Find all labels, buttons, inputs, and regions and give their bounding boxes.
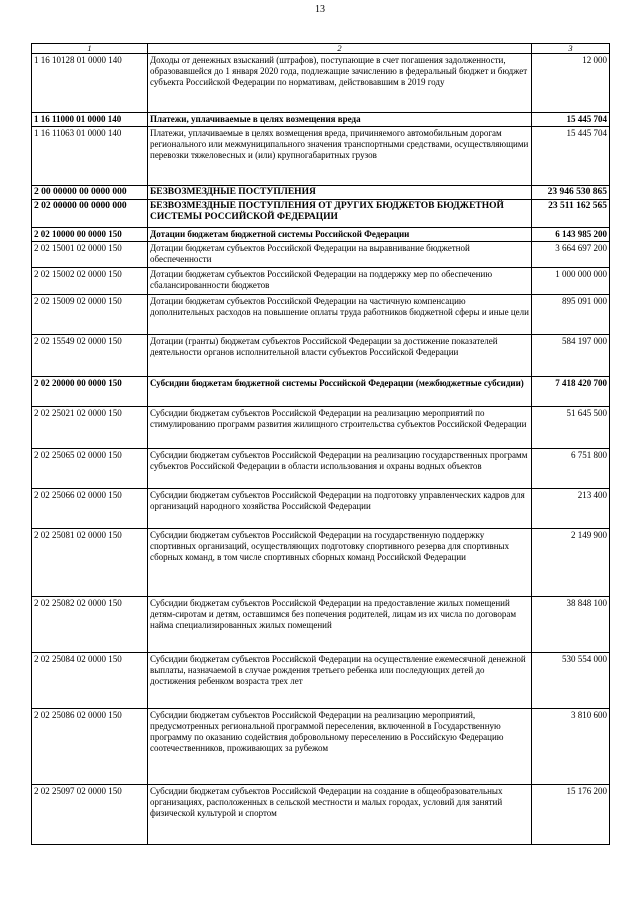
row-amount: 38 848 100 xyxy=(532,597,610,653)
header-col-description: 2 xyxy=(148,44,532,54)
row-amount: 2 149 900 xyxy=(532,529,610,597)
row-amount: 895 091 000 xyxy=(532,295,610,335)
table-row xyxy=(32,268,610,295)
table-row xyxy=(32,228,610,242)
row-code: 2 02 25097 02 0000 150 xyxy=(32,785,148,845)
row-amount: 23 511 162 565 xyxy=(532,200,610,228)
row-description: Субсидии бюджетам субъектов Российской Федерации на реализацию государственных программ субъектов Российской Федерации в области использования и охраны водных объектов xyxy=(148,449,532,489)
row-code: 2 02 25066 02 0000 150 xyxy=(32,489,148,529)
row-code: 2 02 25081 02 0000 150 xyxy=(32,529,148,597)
table-row xyxy=(32,54,610,113)
row-description: Субсидии бюджетам субъектов Российской Федерации на реализацию мероприятий по стимулированию программ развития жилищного строительства субъектов Российской Федерации xyxy=(148,407,532,449)
row-amount: 12 000 xyxy=(532,54,610,113)
row-description: Субсидии бюджетам бюджетной системы Российской Федерации (межбюджетные субсидии) xyxy=(148,377,532,407)
row-amount: 1 000 000 000 xyxy=(532,268,610,295)
row-code: 2 02 15001 02 0000 150 xyxy=(32,242,148,268)
table-row xyxy=(32,449,610,489)
table-row xyxy=(32,186,610,200)
table-row xyxy=(32,200,610,228)
budget-table xyxy=(31,43,610,845)
header-row xyxy=(32,44,610,54)
row-code: 2 02 15002 02 0000 150 xyxy=(32,268,148,295)
row-description: Доходы от денежных взысканий (штрафов), поступающие в счет погашения задолженности, образовавшейся до 1 января 2020 года, подлежащие зачислению в федеральный бюджет и бюджет субъекта Российской Федерации по нормативам, действовавшим в 2019 году xyxy=(148,54,532,113)
table-row xyxy=(32,113,610,127)
row-amount: 584 197 000 xyxy=(532,335,610,377)
row-amount: 51 645 500 xyxy=(532,407,610,449)
row-code: 1 16 10128 01 0000 140 xyxy=(32,54,148,113)
row-description: Платежи, уплачиваемые в целях возмещения вреда xyxy=(148,113,532,127)
table-row xyxy=(32,295,610,335)
table-row xyxy=(32,529,610,597)
row-amount: 15 445 704 xyxy=(532,113,610,127)
row-code: 2 02 15549 02 0000 150 xyxy=(32,335,148,377)
row-code: 2 02 25021 02 0000 150 xyxy=(32,407,148,449)
row-code: 2 02 10000 00 0000 150 xyxy=(32,228,148,242)
row-amount: 7 418 420 700 xyxy=(532,377,610,407)
table-row xyxy=(32,242,610,268)
row-code: 2 02 25084 02 0000 150 xyxy=(32,653,148,709)
table-row xyxy=(32,785,610,845)
row-description: Дотации бюджетам субъектов Российской Федерации на выравнивание бюджетной обеспеченности xyxy=(148,242,532,268)
row-code: 2 02 25086 02 0000 150 xyxy=(32,709,148,785)
table-row xyxy=(32,489,610,529)
row-description: Дотации бюджетам бюджетной системы Российской Федерации xyxy=(148,228,532,242)
row-description: БЕЗВОЗМЕЗДНЫЕ ПОСТУПЛЕНИЯ xyxy=(148,186,532,200)
header-col-amount: 3 xyxy=(532,44,610,54)
row-code: 2 02 00000 00 0000 000 xyxy=(32,200,148,228)
table-row xyxy=(32,653,610,709)
table-row xyxy=(32,335,610,377)
page-number: 13 xyxy=(315,4,325,15)
row-code: 2 02 15009 02 0000 150 xyxy=(32,295,148,335)
row-code: 2 02 20000 00 0000 150 xyxy=(32,377,148,407)
row-amount: 15 445 704 xyxy=(532,127,610,186)
row-code: 2 00 00000 00 0000 000 xyxy=(32,186,148,200)
table-row xyxy=(32,377,610,407)
table-row xyxy=(32,597,610,653)
row-amount: 15 176 200 xyxy=(532,785,610,845)
row-amount: 530 554 000 xyxy=(532,653,610,709)
row-description: Субсидии бюджетам субъектов Российской Федерации на осуществление ежемесячной денежной выплаты, назначаемой в случае рождения третьего ребенка или последующих детей до достижения ребенком возраста трех лет xyxy=(148,653,532,709)
row-description: Субсидии бюджетам субъектов Российской Федерации на предоставление жилых помещений детям-сиротам и детям, оставшимся без попечения родителей, лицам из их числа по договорам найма специализированных жилых помещений xyxy=(148,597,532,653)
row-description: Дотации бюджетам субъектов Российской Федерации на поддержку мер по обеспечению сбалансированности бюджетов xyxy=(148,268,532,295)
row-description: Субсидии бюджетам субъектов Российской Федерации на государственную поддержку спортивных организаций, осуществляющих подготовку спортивного резерва для спортивных сборных команд, в том числе спортивных сборных команд Российской Федерации xyxy=(148,529,532,597)
row-code: 1 16 11000 01 0000 140 xyxy=(32,113,148,127)
row-description: Платежи, уплачиваемые в целях возмещения вреда, причиняемого автомобильным дорогам регионального или межмуниципального значения транспортными средствами, осуществляющими перевозки тяжеловесных и (или) крупногабаритных грузов xyxy=(148,127,532,186)
row-code: 2 02 25065 02 0000 150 xyxy=(32,449,148,489)
row-code: 1 16 11063 01 0000 140 xyxy=(32,127,148,186)
table-row xyxy=(32,127,610,186)
row-amount: 3 810 600 xyxy=(532,709,610,785)
row-amount: 6 143 985 200 xyxy=(532,228,610,242)
row-description: Субсидии бюджетам субъектов Российской Федерации на реализацию мероприятий, предусмотренных региональной программой переселения, включенной в Государственную программу по оказанию содействия добровольному переселению в Российскую Федерацию соотечественников, проживающих за рубежом xyxy=(148,709,532,785)
row-description: Дотации (гранты) бюджетам субъектов Российской Федерации за достижение показателей деятельности органов исполнительной власти субъектов Российской Федерации xyxy=(148,335,532,377)
row-amount: 6 751 800 xyxy=(532,449,610,489)
row-amount: 3 664 697 200 xyxy=(532,242,610,268)
row-description: Субсидии бюджетам субъектов Российской Федерации на подготовку управленческих кадров для организаций народного хозяйства Российской Федерации xyxy=(148,489,532,529)
table-row xyxy=(32,407,610,449)
table-row xyxy=(32,709,610,785)
row-amount: 23 946 530 865 xyxy=(532,186,610,200)
row-description: БЕЗВОЗМЕЗДНЫЕ ПОСТУПЛЕНИЯ ОТ ДРУГИХ БЮДЖЕТОВ БЮДЖЕТНОЙ СИСТЕМЫ РОССИЙСКОЙ ФЕДЕРАЦИИ xyxy=(148,200,532,228)
row-description: Дотации бюджетам субъектов Российской Федерации на частичную компенсацию дополнительных расходов на повышение оплаты труда работников бюджетной сферы и иные цели xyxy=(148,295,532,335)
header-col-code: 1 xyxy=(32,44,148,54)
row-code: 2 02 25082 02 0000 150 xyxy=(32,597,148,653)
row-description: Субсидии бюджетам субъектов Российской Федерации на создание в общеобразовательных организациях, расположенных в сельской местности и малых городах, условий для занятий физической культурой и спортом xyxy=(148,785,532,845)
row-amount: 213 400 xyxy=(532,489,610,529)
